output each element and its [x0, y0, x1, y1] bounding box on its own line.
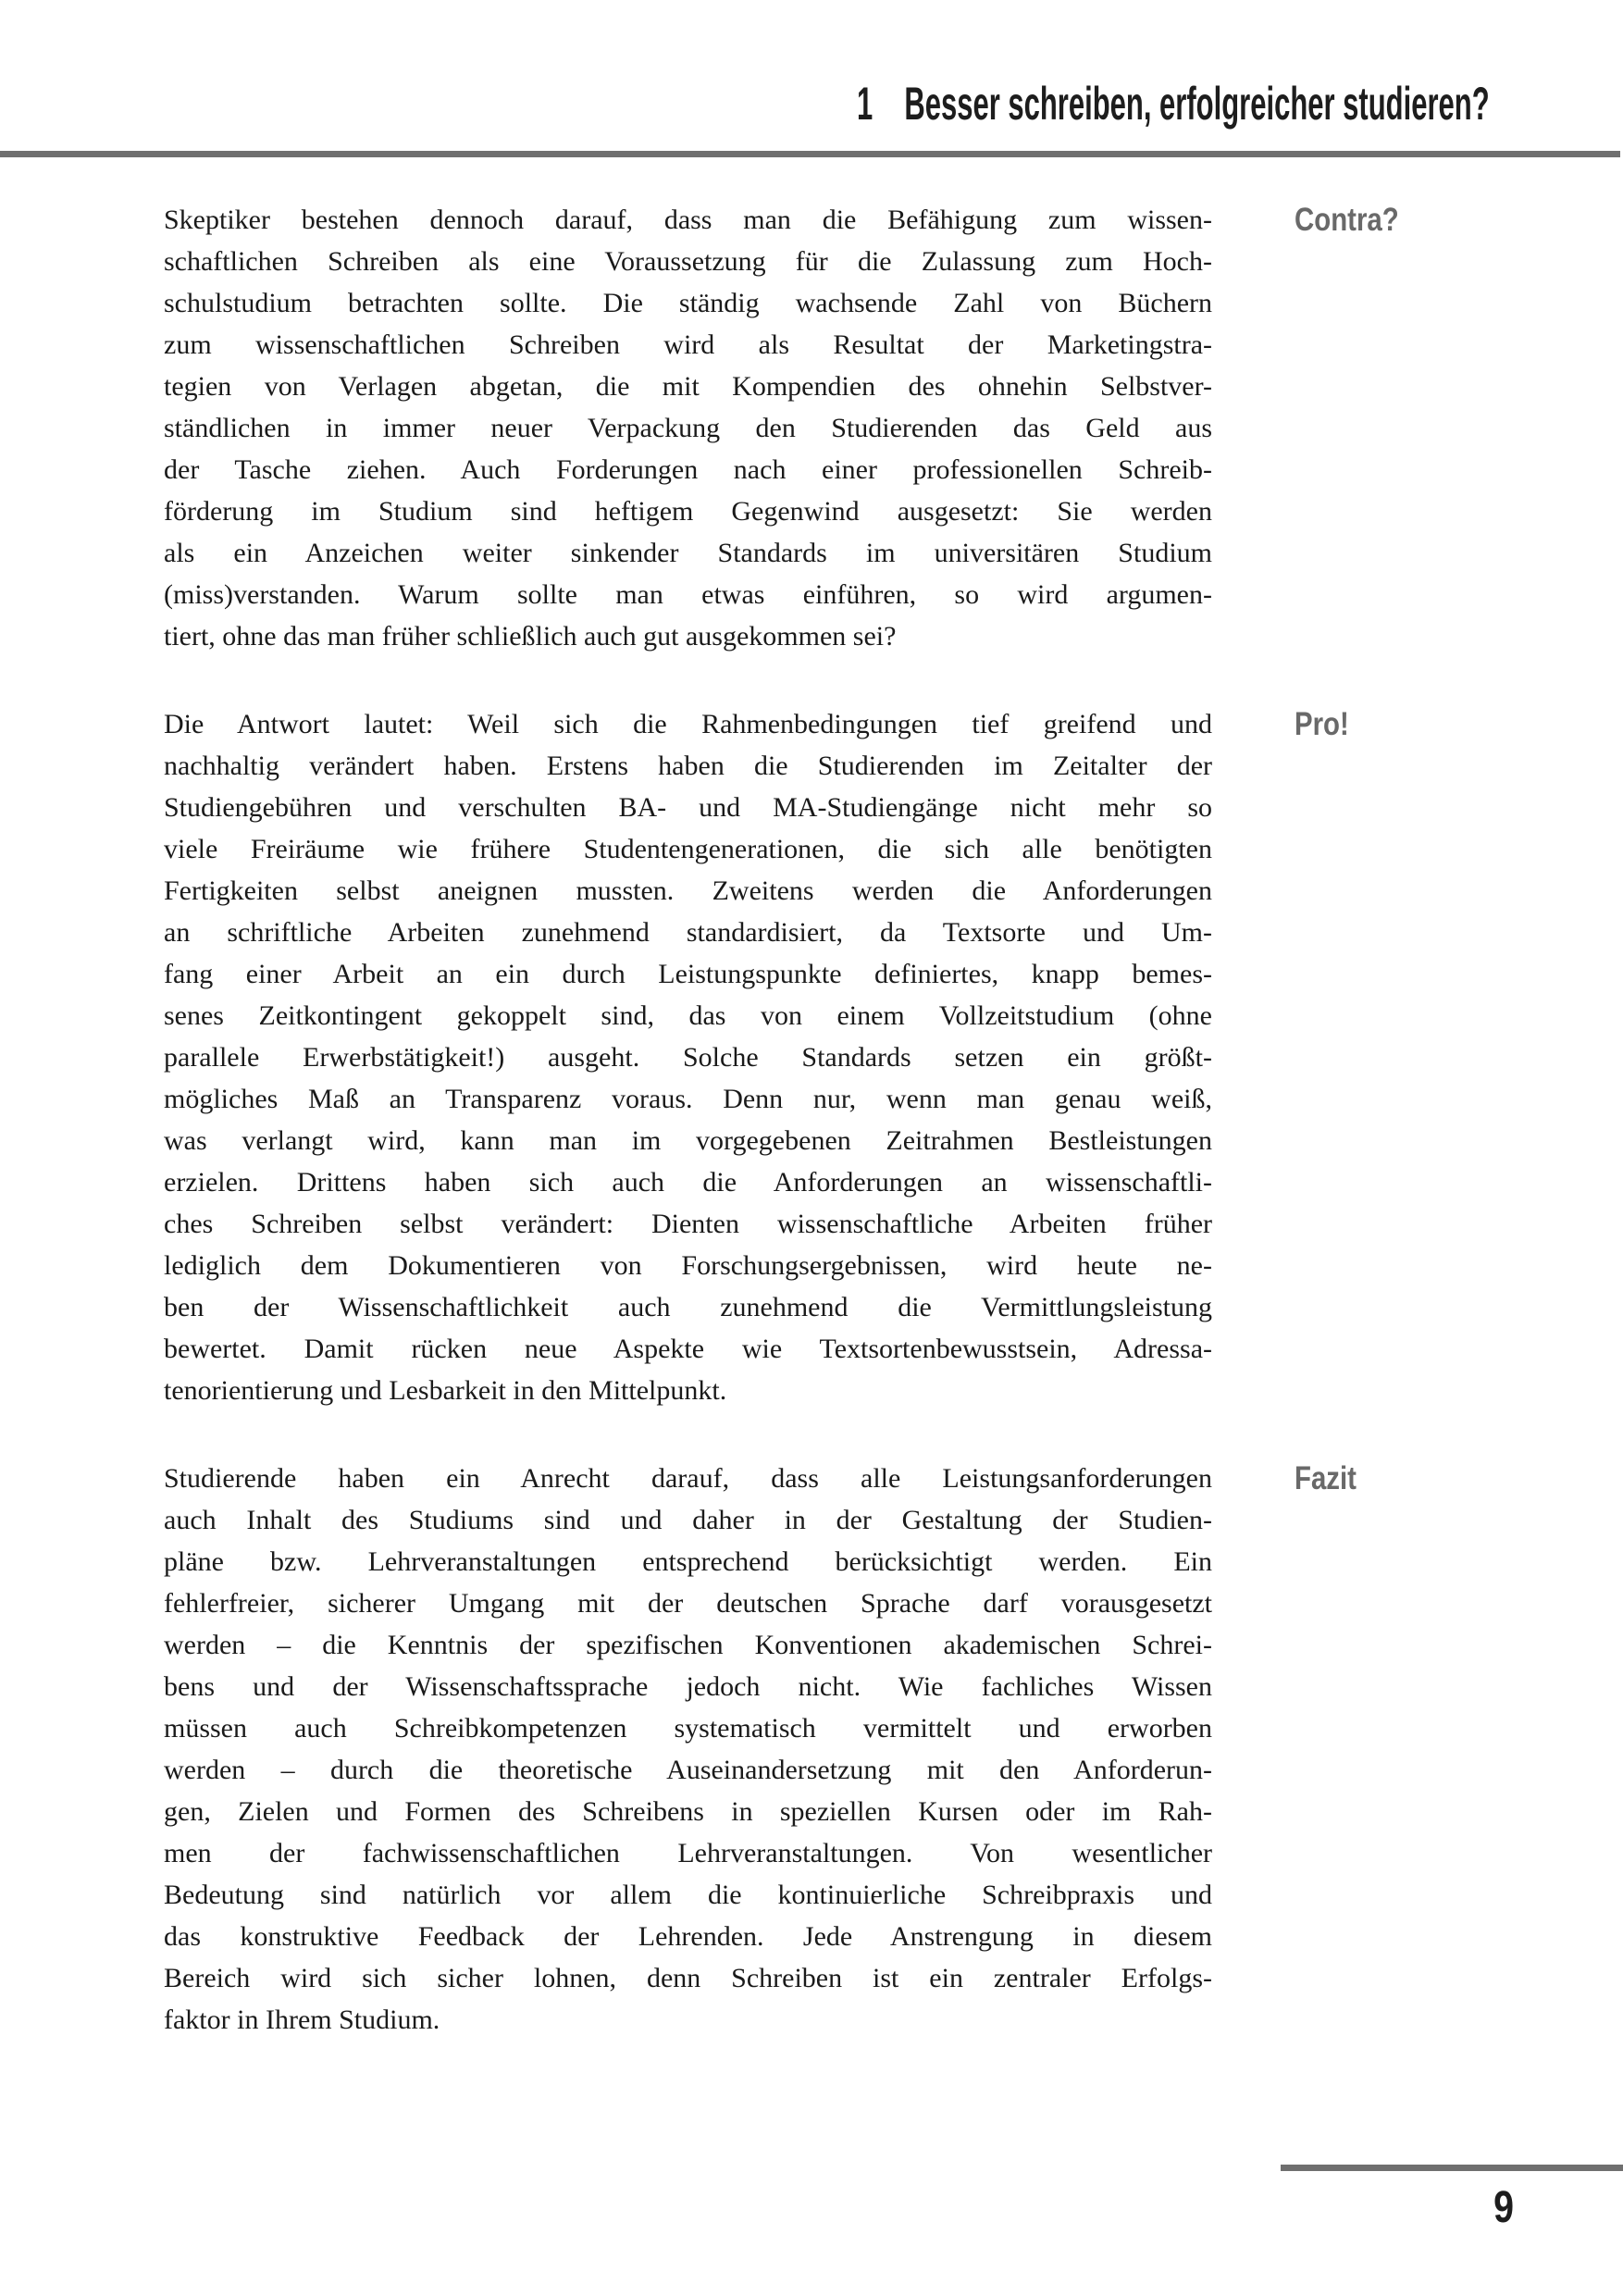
- header-rule: [0, 151, 1620, 157]
- text-line: werden – durch die theoretische Auseinandersetzung mit den Anforderun-: [164, 1755, 1212, 1785]
- text-line: viele Freiräume wie frühere Studentengenerationen, die sich alle benötigten: [164, 834, 1212, 864]
- text-line: Studierende haben ein Anrecht darauf, dass alle Leistungsanforderungen: [164, 1463, 1212, 1494]
- text-line: (miss)verstanden. Warum sollte man etwas einführen, so wird argumen-: [164, 579, 1212, 610]
- text-line: als ein Anzeichen weiter sinkender Standards im universitären Studium: [164, 538, 1212, 568]
- text-line: was verlangt wird, kann man im vorgegebenen Zeitrahmen Bestleistungen: [164, 1125, 1212, 1156]
- text-line: fehlerfreier, sicherer Umgang mit der deutschen Sprache darf vorausgesetzt: [164, 1588, 1212, 1619]
- paragraph: [164, 199, 1212, 657]
- text-line: tegien von Verlagen abgetan, die mit Kompendien des ohnehin Selbstver-: [164, 371, 1212, 402]
- text-line: parallele Erwerbstätigkeit!) ausgeht. Solche Standards setzen ein größt-: [164, 1042, 1212, 1073]
- text-line: Fertigkeiten selbst aneignen mussten. Zweitens werden die Anforderungen: [164, 875, 1212, 906]
- text-line: müssen auch Schreibkompetenzen systematisch vermittelt und erworben: [164, 1713, 1212, 1744]
- text-line: zum wissenschaftlichen Schreiben wird als Resultat der Marketingstra-: [164, 329, 1212, 360]
- text-line: auch Inhalt des Studiums sind und daher in der Gestaltung der Studien-: [164, 1505, 1212, 1535]
- text-line: gen, Zielen und Formen des Schreibens in speziellen Kursen oder im Rah-: [164, 1796, 1212, 1827]
- margin-note: Fazit: [1295, 1460, 1357, 1496]
- chapter-number: 1: [857, 78, 873, 130]
- text-line: lediglich dem Dokumentieren von Forschungsergebnissen, wird heute ne-: [164, 1250, 1212, 1281]
- text-line: Die Antwort lautet: Weil sich die Rahmenbedingungen tief greifend und: [164, 709, 1212, 739]
- chapter-title: Besser schreiben, erfolgreicher studieren?: [904, 78, 1490, 130]
- text-line: bewertet. Damit rücken neue Aspekte wie Textsortenbewusstsein, Adressa-: [164, 1334, 1212, 1364]
- text-line: mögliches Maß an Transparenz voraus. Denn nur, wenn man genau weiß,: [164, 1084, 1212, 1114]
- text-line: der Tasche ziehen. Auch Forderungen nach einer professionellen Schreib-: [164, 454, 1212, 485]
- text-line: pläne bzw. Lehrveranstaltungen entsprechend berücksichtigt werden. Ein: [164, 1546, 1212, 1577]
- paragraph: [164, 703, 1212, 1411]
- text-line: an schriftliche Arbeiten zunehmend standardisiert, da Textsorte und Um-: [164, 917, 1212, 948]
- text-line: schaftlichen Schreiben als eine Voraussetzung für die Zulassung zum Hoch-: [164, 246, 1212, 277]
- text-line: senes Zeitkontingent gekoppelt sind, das von einem Vollzeitstudium (ohne: [164, 1000, 1212, 1031]
- text-line: men der fachwissenschaftlichen Lehrveranstaltungen. Von wesentlicher: [164, 1838, 1212, 1868]
- margin-note: Contra?: [1295, 202, 1399, 238]
- text-line: Bereich wird sich sicher lohnen, denn Schreiben ist ein zentraler Erfolgs-: [164, 1963, 1212, 1993]
- text-line: tiert, ohne das man früher schließlich auch gut ausgekommen sei?: [164, 621, 897, 652]
- page-number: 9: [1493, 2183, 1514, 2232]
- text-line: werden – die Kenntnis der spezifischen Konventionen akademischen Schrei-: [164, 1630, 1212, 1660]
- text-line: ches Schreiben selbst verändert: Dienten wissenschaftliche Arbeiten früher: [164, 1209, 1212, 1239]
- text-line: ben der Wissenschaftlichkeit auch zunehmend die Vermittlungsleistung: [164, 1292, 1212, 1322]
- text-line: tenorientierung und Lesbarkeit in den Mittelpunkt.: [164, 1375, 727, 1406]
- text-line: Bedeutung sind natürlich vor allem die kontinuierliche Schreibpraxis und: [164, 1880, 1212, 1910]
- text-line: faktor in Ihrem Studium.: [164, 2004, 440, 2035]
- text-line: fang einer Arbeit an ein durch Leistungspunkte definiertes, knapp bemes-: [164, 959, 1212, 989]
- chapter-heading: [857, 76, 1490, 131]
- text-line: schulstudium betrachten sollte. Die ständig wachsende Zahl von Büchern: [164, 288, 1212, 318]
- text-line: Studiengebühren und verschulten BA- und MA-Studiengänge nicht mehr so: [164, 792, 1212, 823]
- footer-rule: [1281, 2165, 1623, 2171]
- text-line: nachhaltig verändert haben. Erstens haben die Studierenden im Zeitalter der: [164, 751, 1212, 781]
- text-line: das konstruktive Feedback der Lehrenden. Jede Anstrengung in diesem: [164, 1921, 1212, 1952]
- text-line: Skeptiker bestehen dennoch darauf, dass man die Befähigung zum wissen-: [164, 205, 1212, 235]
- text-line: ständlichen in immer neuer Verpackung den Studierenden das Geld aus: [164, 413, 1212, 443]
- margin-note: Pro!: [1295, 706, 1349, 742]
- paragraph: [164, 1458, 1212, 2041]
- body-text: [164, 199, 1212, 2087]
- text-line: bens und der Wissenschaftssprache jedoch nicht. Wie fachliches Wissen: [164, 1671, 1212, 1702]
- text-line: förderung im Studium sind heftigem Gegenwind ausgesetzt: Sie werden: [164, 496, 1212, 527]
- text-line: erzielen. Drittens haben sich auch die Anforderungen an wissenschaftli-: [164, 1167, 1212, 1198]
